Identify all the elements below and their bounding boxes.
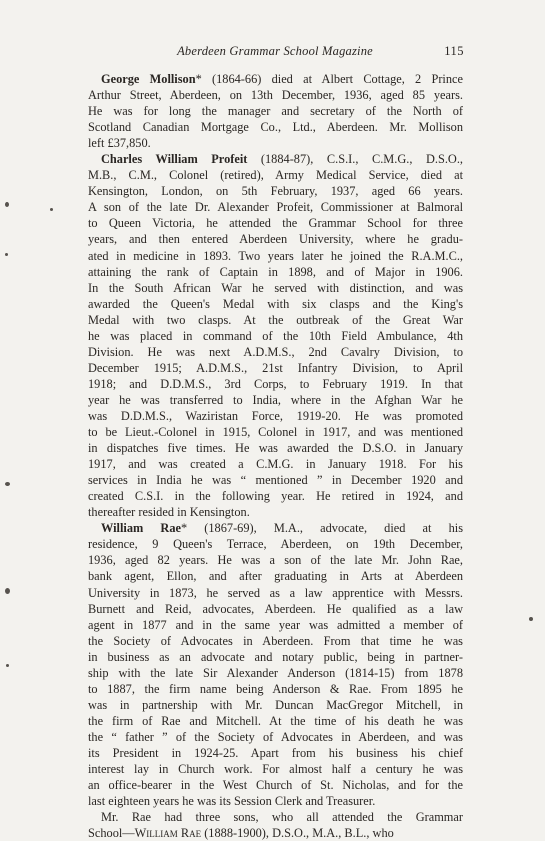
line-text: he was placed in command of the 10th Field Ambulance, 4th [88,328,463,343]
line-text: * (1864-66) died at Albert Cottage, 2 Prince [195,72,463,86]
text-line [88,633,463,649]
text-line [88,344,463,360]
obituary-name: George Mollison [101,72,196,86]
line-text: attaining the rank of Captain in 1898, and of Major in 1906. [88,264,463,279]
text-line [88,488,463,504]
line-text: 1936, aged 82 years. He was a son of the late Mr. John Rae, [88,553,463,568]
line-text: years, and then entered Aberdeen University, where he gradu- [88,232,463,247]
line-text: the Society of Advocates in Aberdeen. From that time he was [88,633,463,648]
line-text: to Queen Victoria, he attended the Grammar School for three [88,216,463,231]
line-text: Division. He was next A.D.M.S., 2nd Cavalry Division, to [88,344,463,359]
text-line [88,809,463,825]
obituary-name: Charles William Profeit [101,152,248,167]
line-text: the “ father ” of the Society of Advocates in Aberdeen, and was [88,729,463,744]
text-line [88,264,463,280]
text-line [88,536,463,552]
line-text: 1917, and was created a C.M.G. in January 1918. For his [88,457,463,472]
line-text: Mr. Rae had three sons, who all attended the Grammar [101,810,463,825]
text-line [88,472,463,488]
line-text: was D.D.M.S., Waziristan Force, 1919-20. He was promoted [88,408,463,423]
line-text: created C.S.I. in the following year. He retired in 1924, and [88,489,463,504]
text-line [88,456,463,472]
line-text: School— [88,826,135,841]
line-text: year he was transferred to India, where in the Afghan War he [88,392,463,407]
text-line [88,793,463,809]
line-text: the firm of Rae and Mitchell. At the time of his death he was [88,713,463,728]
text-line [88,167,463,183]
text-line [88,424,463,440]
line-text: to be Lieut.-Colonel in 1915, Colonel in 1917, and was mentioned [88,425,463,440]
text-line [88,745,463,761]
text-line [88,215,463,231]
line-text: M.B., C.M., Colonel (retired), Army Medical Service, died at [88,168,463,183]
text-line [88,376,463,392]
line-text: 1918; and D.D.M.S., 3rd Corps, to February 1919. In that [88,376,463,391]
line-text: was in partnership with Mr. Duncan MacGregor Mitchell, in [88,697,463,712]
text-line [88,183,463,199]
line-text: in dispatches five times. He was awarded the D.S.O. in January [88,441,463,456]
line-text: Burnett and Reid, advocates, Aberdeen. He qualified as a law [88,601,463,616]
text-line [88,103,463,119]
line-text: in business as an advocate and notary public, being in partner- [88,649,463,664]
line-text: Medal with two clasps. At the outbreak of the Great War [88,312,463,327]
text-line [88,87,463,103]
margin-mark [5,253,8,256]
text-line [88,248,463,264]
line-text: awarded the Queen's Medal with six clasps and the King's [88,296,463,311]
line-text: an office-bearer in the West Church of St. Nicholas, and for the [88,778,463,793]
text-line [88,408,463,424]
text-line [88,552,463,568]
text-line [88,713,463,729]
line-text: to 1887, the firm name being Anderson & Rae. From 1895 he [88,681,463,696]
line-text: A son of the late Dr. Alexander Profeit, Commissioner at Balmoral [88,200,463,215]
text-line [88,504,463,520]
text-line [88,761,463,777]
text-line [88,296,463,312]
text-line [88,328,463,344]
line-text: * (1867-69), M.A., advocate, died at his [180,521,463,536]
margin-mark [529,617,533,621]
text-line [88,665,463,681]
running-title: Aberdeen Grammar School Magazine [177,44,373,58]
line-text: Arthur Street, Aberdeen, on 13th December, 1936, aged 85 years. [88,88,463,103]
text-line [88,119,463,135]
line-text: interest lay in Church work. For almost half a century he was [88,762,463,777]
line-text: Kensington, London, on 5th February, 1937, aged 66 years. [88,184,463,199]
line-text: December 1915; A.D.M.S., 21st Infantry Division, to April [88,360,463,375]
text-line [88,729,463,745]
text-line [88,151,463,167]
line-text: Scotland Canadian Mortgage Co., Ltd., Aberdeen. Mr. Mollison [88,120,463,135]
line-text: last eighteen years he was its Session Clerk and Treasurer. [88,794,376,809]
line-text: He was for long the manager and secretary of the North of [88,104,463,119]
line-text: ated in medicine in 1893. Two years later he joined the R.A.M.C., [88,248,463,263]
text-line [88,199,463,215]
text-line [88,697,463,713]
text-line [88,601,463,617]
text-line [88,649,463,665]
margin-mark [5,588,10,594]
page-number: 115 [444,44,464,58]
text-line [88,135,463,151]
line-text: thereafter resided in Kensington. [88,505,250,520]
text-line [88,440,463,456]
line-text: bank agent, Ellon, and after graduating in Arts at Aberdeen [88,569,463,584]
text-line [88,568,463,584]
body-text [88,71,463,841]
text-line [88,520,463,536]
obituary-name: William Rae [101,521,181,536]
line-text: University in 1873, he served as a law apprentice with Messrs. [88,585,463,600]
margin-mark [6,664,9,667]
margin-mark [50,208,53,211]
line-text: residence, 9 Queen's Terrace, Aberdeen, on 19th December, [88,537,463,552]
margin-mark [5,202,9,207]
line-text: left £37,850. [88,136,151,151]
line-text: its President in 1924-25. Apart from his business his chief [88,745,463,760]
text-line [88,360,463,376]
text-line [88,617,463,633]
small-caps-name: William Rae [134,826,202,841]
line-text: ship with the late Sir Alexander Anderson (1814-15) from 1878 [88,665,463,680]
text-line [88,585,463,601]
text-line [88,825,463,841]
line-text: In the South African War he served with distinction, and was [88,280,463,295]
line-text: (1888-1900), D.S.O., M.A., B.L., who [201,826,394,841]
line-text: (1884-87), C.S.I., C.M.G., D.S.O., [247,152,463,167]
line-text: agent in 1877 and in the same year was admitted a member of [88,617,463,632]
text-line [88,392,463,408]
line-text: services in India he was “ mentioned ” in December 1920 and [88,473,463,488]
text-line [88,71,463,87]
text-line [88,681,463,697]
text-line [88,231,463,247]
text-line [88,280,463,296]
margin-mark [5,482,10,486]
text-line [88,777,463,793]
running-head [86,44,464,60]
text-line [88,312,463,328]
